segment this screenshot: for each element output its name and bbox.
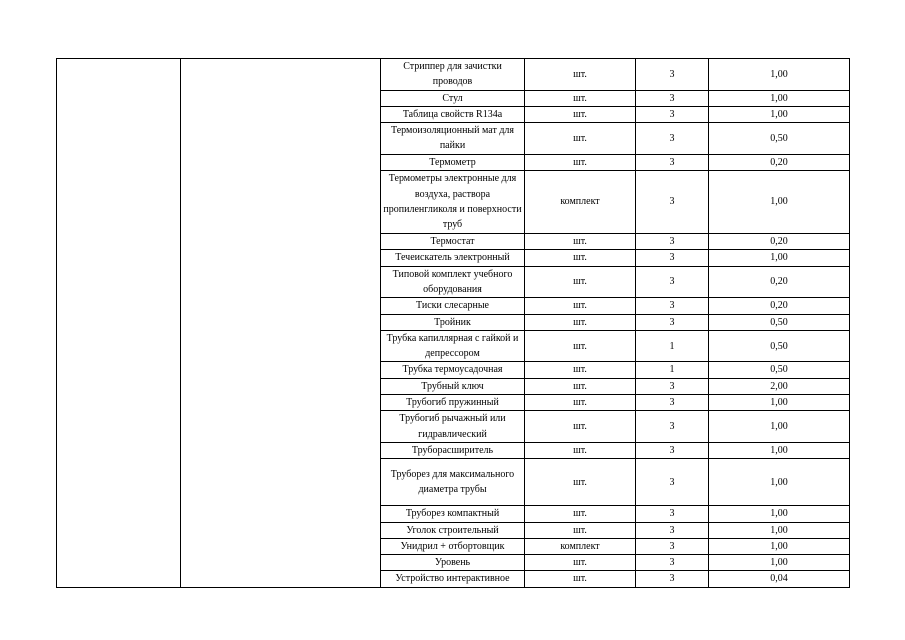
unit-cell: шт.: [525, 266, 636, 298]
quantity-cell: 3: [636, 538, 709, 554]
table-row: [57, 59, 850, 91]
unit-cell: шт.: [525, 506, 636, 522]
unit-cell: шт.: [525, 90, 636, 106]
quantity-cell: 3: [636, 266, 709, 298]
coefficient-cell: 1,00: [709, 506, 850, 522]
item-name-cell: Тиски слесарные: [381, 298, 525, 314]
item-name-cell: Труборез для максимального диаметра трубы: [381, 459, 525, 506]
coefficient-cell: 2,00: [709, 378, 850, 394]
coefficient-cell: 1,00: [709, 106, 850, 122]
coefficient-cell: 1,00: [709, 90, 850, 106]
blank-col-b: [181, 59, 381, 588]
unit-cell: шт.: [525, 123, 636, 155]
coefficient-cell: 1,00: [709, 555, 850, 571]
item-name-cell: Стриппер для зачистки проводов: [381, 59, 525, 91]
quantity-cell: 1: [636, 362, 709, 378]
item-name-cell: Типовой комплект учебного оборудования: [381, 266, 525, 298]
item-name-cell: Уровень: [381, 555, 525, 571]
item-name-cell: Унидрил + отбортовщик: [381, 538, 525, 554]
unit-cell: шт.: [525, 522, 636, 538]
quantity-cell: 3: [636, 378, 709, 394]
item-name-cell: Труборасширитель: [381, 442, 525, 458]
coefficient-cell: 0,50: [709, 314, 850, 330]
unit-cell: шт.: [525, 106, 636, 122]
coefficient-cell: 0,50: [709, 362, 850, 378]
item-name-cell: Трубка термоусадочная: [381, 362, 525, 378]
item-name-cell: Стул: [381, 90, 525, 106]
unit-cell: комплект: [525, 171, 636, 234]
coefficient-cell: 0,50: [709, 123, 850, 155]
item-name-cell: Таблица свойств R134a: [381, 106, 525, 122]
coefficient-cell: 1,00: [709, 59, 850, 91]
coefficient-cell: 1,00: [709, 459, 850, 506]
item-name-cell: Устройство интерактивное: [381, 571, 525, 587]
quantity-cell: 3: [636, 506, 709, 522]
unit-cell: шт.: [525, 395, 636, 411]
quantity-cell: 3: [636, 250, 709, 266]
unit-cell: шт.: [525, 411, 636, 443]
unit-cell: шт.: [525, 362, 636, 378]
unit-cell: шт.: [525, 459, 636, 506]
coefficient-cell: 1,00: [709, 250, 850, 266]
unit-cell: шт.: [525, 330, 636, 362]
quantity-cell: 3: [636, 411, 709, 443]
unit-cell: шт.: [525, 555, 636, 571]
coefficient-cell: 1,00: [709, 522, 850, 538]
quantity-cell: 3: [636, 522, 709, 538]
unit-cell: шт.: [525, 298, 636, 314]
coefficient-cell: 1,00: [709, 411, 850, 443]
coefficient-cell: 0,20: [709, 266, 850, 298]
coefficient-cell: 1,00: [709, 442, 850, 458]
item-name-cell: Течеискатель электронный: [381, 250, 525, 266]
item-name-cell: Термостат: [381, 234, 525, 250]
quantity-cell: 3: [636, 171, 709, 234]
unit-cell: шт.: [525, 442, 636, 458]
unit-cell: шт.: [525, 314, 636, 330]
unit-cell: шт.: [525, 234, 636, 250]
quantity-cell: 3: [636, 106, 709, 122]
item-name-cell: Термометры электронные для воздуха, раствора пропиленгликоля и поверхности труб: [381, 171, 525, 234]
item-name-cell: Трубогиб пружинный: [381, 395, 525, 411]
item-name-cell: Термометр: [381, 154, 525, 170]
coefficient-cell: 0,20: [709, 234, 850, 250]
table-body: [57, 59, 850, 588]
coefficient-cell: 0,50: [709, 330, 850, 362]
coefficient-cell: 0,20: [709, 154, 850, 170]
item-name-cell: Тройник: [381, 314, 525, 330]
unit-cell: шт.: [525, 59, 636, 91]
coefficient-cell: 0,20: [709, 298, 850, 314]
unit-cell: шт.: [525, 250, 636, 266]
quantity-cell: 3: [636, 314, 709, 330]
item-name-cell: Трубный ключ: [381, 378, 525, 394]
quantity-cell: 3: [636, 395, 709, 411]
quantity-cell: 3: [636, 298, 709, 314]
unit-cell: шт.: [525, 154, 636, 170]
quantity-cell: 3: [636, 123, 709, 155]
unit-cell: шт.: [525, 571, 636, 587]
quantity-cell: 3: [636, 154, 709, 170]
unit-cell: шт.: [525, 378, 636, 394]
item-name-cell: Труборез компактный: [381, 506, 525, 522]
quantity-cell: 3: [636, 459, 709, 506]
coefficient-cell: 0,04: [709, 571, 850, 587]
coefficient-cell: 1,00: [709, 538, 850, 554]
blank-col-a: [57, 59, 181, 588]
item-name-cell: Трубогиб рычажный или гидравлический: [381, 411, 525, 443]
unit-cell: комплект: [525, 538, 636, 554]
quantity-cell: 3: [636, 234, 709, 250]
item-name-cell: Трубка капиллярная с гайкой и депрессором: [381, 330, 525, 362]
quantity-cell: 3: [636, 442, 709, 458]
coefficient-cell: 1,00: [709, 395, 850, 411]
equipment-table: [56, 58, 850, 588]
quantity-cell: 3: [636, 571, 709, 587]
quantity-cell: 3: [636, 59, 709, 91]
item-name-cell: Уголок строительный: [381, 522, 525, 538]
quantity-cell: 1: [636, 330, 709, 362]
quantity-cell: 3: [636, 555, 709, 571]
coefficient-cell: 1,00: [709, 171, 850, 234]
quantity-cell: 3: [636, 90, 709, 106]
item-name-cell: Термоизоляционный мат для пайки: [381, 123, 525, 155]
